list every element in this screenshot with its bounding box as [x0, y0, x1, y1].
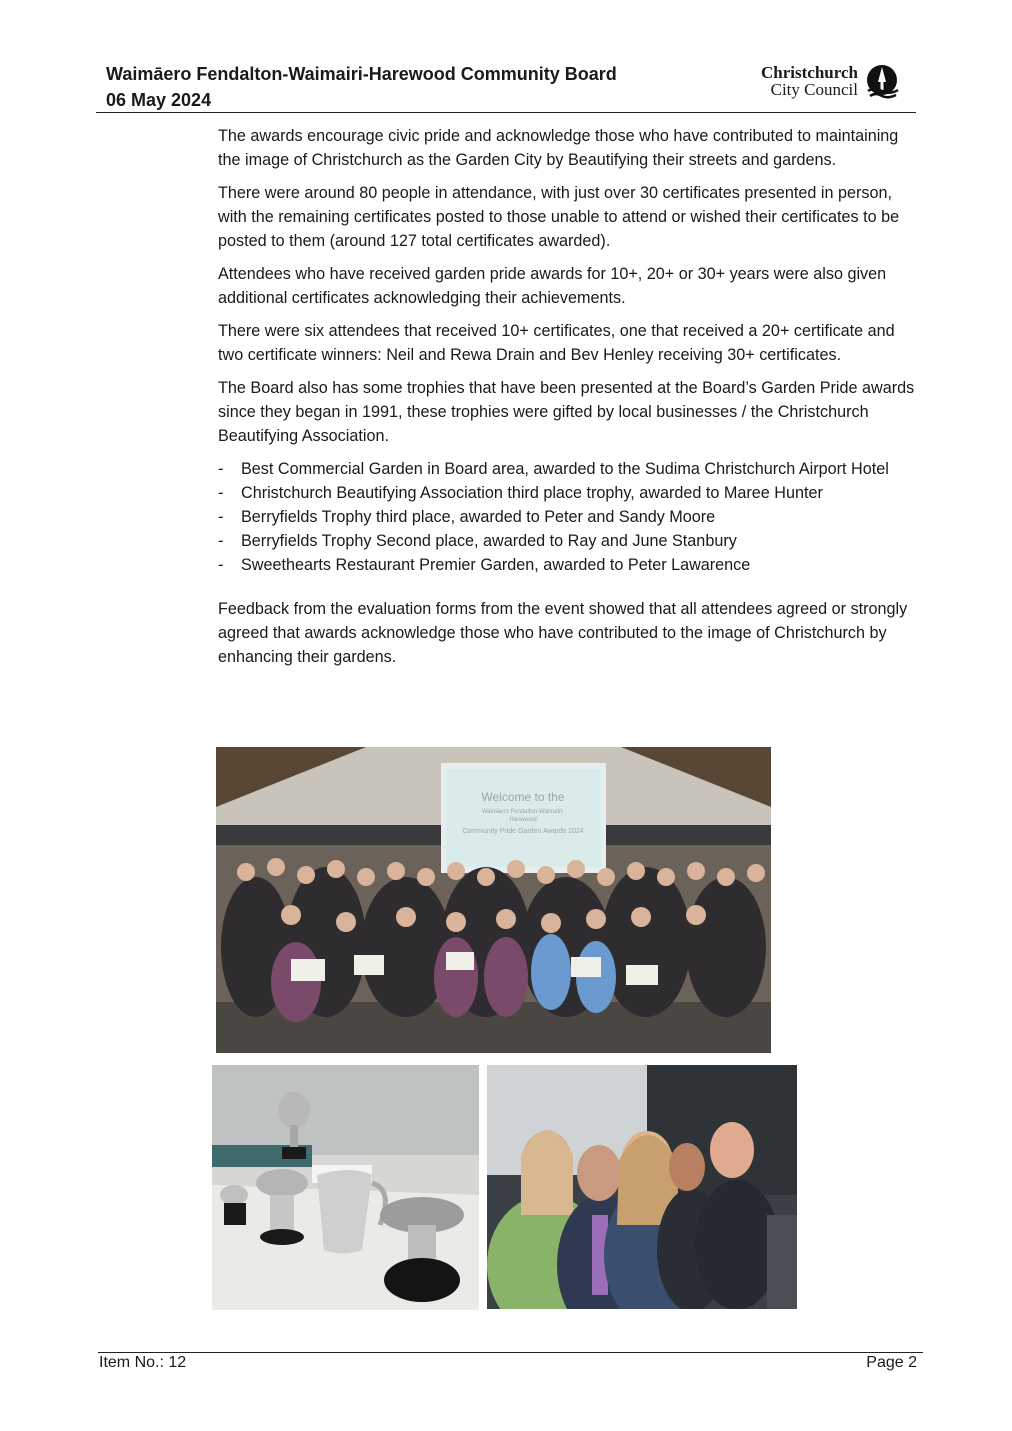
trophy-list	[218, 457, 918, 577]
screen-text-4: Community Pride Garden Awards 2024	[462, 828, 584, 835]
audience-photo	[487, 1065, 797, 1309]
list-item-text: Berryfields Trophy Second place, awarded to Ray and June Stanbury	[241, 532, 737, 550]
screen-text-3: Harewood	[509, 817, 537, 823]
bullet-dash: -	[218, 556, 224, 574]
paragraph-certificate-winners: There were six attendees that received 10+ certificates, one that received a 20+ certificate and two certificate winners: Neil and Rewa Drain and Bev Henley receiving 30+ certificates.	[218, 322, 895, 364]
council-logo	[750, 62, 900, 100]
logo-line-2: City Council	[770, 80, 858, 99]
cathedral-logo-icon	[864, 64, 900, 100]
paragraph-trophies: The Board also has some trophies that have been presented at the Board’s Garden Pride awards since they began in 1991, these trophies were gifted by local businesses / the Christchurch Beautifying Association.	[218, 379, 915, 445]
list-item	[218, 481, 918, 505]
paragraph-attendance: There were around 80 people in attendance, with just over 30 certificates presented in person, with the remaining certificates posted to those unable to attend or wished their certificates to be posted to them (around 127 total certificates awarded).	[218, 184, 900, 250]
board-name: Waimāero Fendalton-Waimairi-Harewood Community Board	[106, 64, 617, 84]
bullet-dash: -	[218, 508, 224, 526]
logo-line-1: Christchurch	[761, 63, 858, 82]
report-body	[218, 124, 918, 678]
list-item	[218, 553, 918, 577]
logo-text	[761, 64, 858, 98]
list-item-text: Best Commercial Garden in Board area, awarded to the Sudima Christchurch Airport Hotel	[241, 460, 889, 478]
bullet-dash: -	[218, 484, 224, 502]
trophies-photo-image	[212, 1065, 479, 1310]
list-item-text: Sweethearts Restaurant Premier Garden, awarded to Peter Lawarence	[241, 556, 751, 574]
screen-text-1: Welcome to the	[481, 790, 565, 804]
group-photo	[216, 747, 771, 1053]
footer-divider	[98, 1352, 923, 1353]
bullet-dash: -	[218, 532, 224, 550]
list-item	[218, 505, 918, 529]
paragraph-feedback: Feedback from the evaluation forms from the event showed that all attendees agreed or strongly agreed that awards acknowledge those who have contributed to the image of Christchurch by enhancing their gardens.	[218, 600, 908, 666]
list-item	[218, 529, 918, 553]
list-item-text: Christchurch Beautifying Association third place trophy, awarded to Maree Hunter	[241, 484, 823, 502]
trophies-photo	[212, 1065, 479, 1310]
header-divider	[96, 112, 916, 113]
page-header	[98, 60, 918, 114]
meeting-date: 06 May 2024	[106, 90, 212, 110]
paragraph-civic-pride: The awards encourage civic pride and acknowledge those who have contributed to maintaining the image of Christchurch as the Garden City by Beautifying their streets and gardens.	[218, 127, 899, 169]
paragraph-milestone-awards: Attendees who have received garden pride awards for 10+, 20+ or 30+ years were also given additional certificates acknowledging their achievements.	[218, 265, 887, 307]
item-number: Item No.: 12	[99, 1354, 187, 1371]
bullet-dash: -	[218, 460, 224, 478]
group-photo-image	[216, 747, 771, 1053]
screen-text-2: Waimāero Fendalton-Waimairi-	[481, 809, 565, 815]
list-item	[218, 457, 918, 481]
list-item-text: Berryfields Trophy third place, awarded to Peter and Sandy Moore	[241, 508, 716, 526]
audience-photo-image	[487, 1065, 797, 1309]
page-number: Page 2	[866, 1354, 917, 1371]
